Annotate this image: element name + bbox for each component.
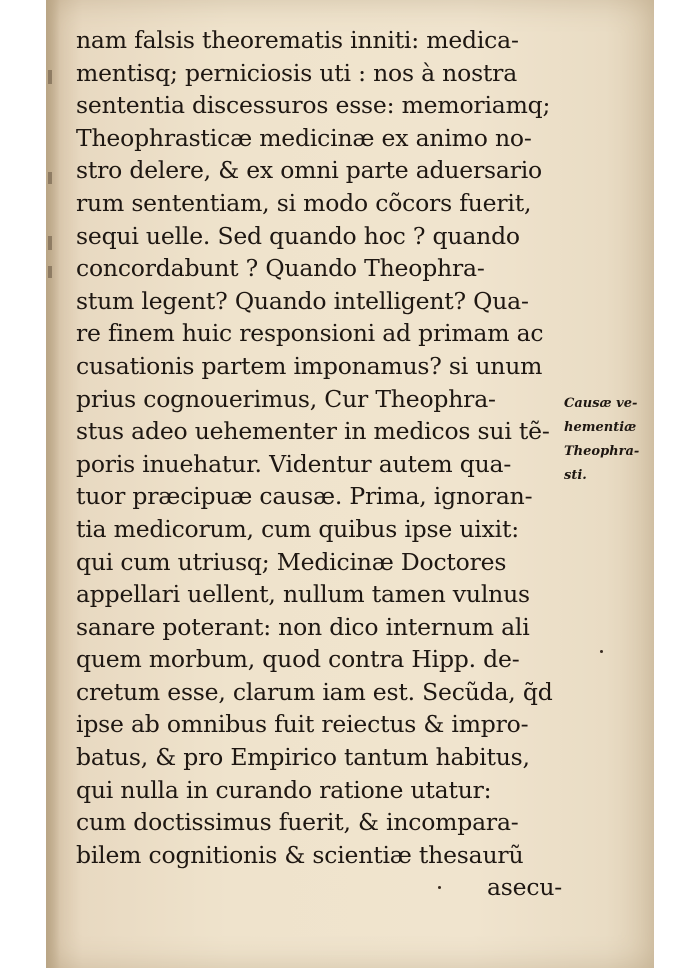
text-line: concordabunt ? Quando Theophra- bbox=[76, 254, 485, 283]
bleed-through-mark bbox=[48, 266, 52, 278]
text-line: cretum esse, clarum iam est. Secũda, q̃d bbox=[76, 677, 553, 706]
text-line: bilem cognitionis & scientiæ thesaurũ bbox=[76, 840, 524, 869]
marginal-note-line: Causæ ve- bbox=[564, 396, 638, 411]
text-line: tia medicorum, cum quibus ipse uixit: bbox=[76, 514, 519, 543]
page-gutter-shadow bbox=[46, 0, 60, 968]
text-line: nam falsis theorematis inniti: medica- bbox=[76, 26, 519, 54]
marginal-note-line: Theophra- bbox=[564, 444, 640, 459]
bleed-through-mark bbox=[48, 172, 52, 184]
marginal-note-line: sti. bbox=[564, 468, 587, 483]
body-text bbox=[76, 24, 576, 904]
marginal-note-line: hementiæ bbox=[564, 420, 637, 435]
text-line: sequi uelle. Sed quando hoc ? quando bbox=[76, 221, 520, 250]
catchword: asecu- bbox=[486, 873, 562, 902]
text-line: stum legent? Quando intelligent? Qua- bbox=[76, 286, 529, 315]
text-line: re finem huic responsioni ad primam ac bbox=[76, 319, 544, 348]
text-line: quem morbum, quod contra Hipp. de- bbox=[76, 645, 520, 674]
ink-speck bbox=[600, 650, 603, 653]
text-line: stus adeo uehementer in medicos sui tẽ- bbox=[76, 417, 550, 446]
bleed-through-mark bbox=[48, 70, 52, 84]
page-bottom-margin bbox=[46, 968, 654, 976]
text-line: sententia discessuros esse: memoriamq; bbox=[76, 91, 551, 120]
text-line: qui cum utriusq; Medicinæ Doctores bbox=[76, 547, 507, 576]
text-line: sanare poterant: non dico internum ali bbox=[76, 612, 530, 641]
text-line: cusationis partem imponamus? si unum bbox=[76, 351, 543, 380]
marginal-note bbox=[564, 392, 684, 488]
bleed-through-mark bbox=[48, 236, 52, 250]
text-line: poris inuehatur. Videntur autem qua- bbox=[76, 449, 512, 478]
text-line: mentisq; perniciosis uti : nos à nostra bbox=[76, 58, 518, 87]
text-line: rum sententiam, si modo cõcors fuerit, bbox=[76, 188, 532, 217]
text-line: qui nulla in curando ratione utatur: bbox=[76, 775, 492, 804]
text-line: stro delere, & ex omni parte aduersario bbox=[76, 156, 542, 185]
text-line: appellari uellent, nullum tamen vulnus bbox=[76, 580, 530, 609]
text-line: tuor præcipuæ causæ. Prima, ignoran- bbox=[76, 482, 533, 511]
text-line: Theophrasticæ medicinæ ex animo no- bbox=[76, 123, 532, 152]
text-line: cum doctissimus fuerit, & incompara- bbox=[76, 808, 519, 837]
text-line: ipse ab omnibus fuit reiectus & impro- bbox=[76, 710, 529, 739]
text-line: prius cognouerimus, Cur Theophra- bbox=[76, 384, 496, 413]
text-line: batus, & pro Empirico tantum habitus, bbox=[76, 743, 530, 772]
